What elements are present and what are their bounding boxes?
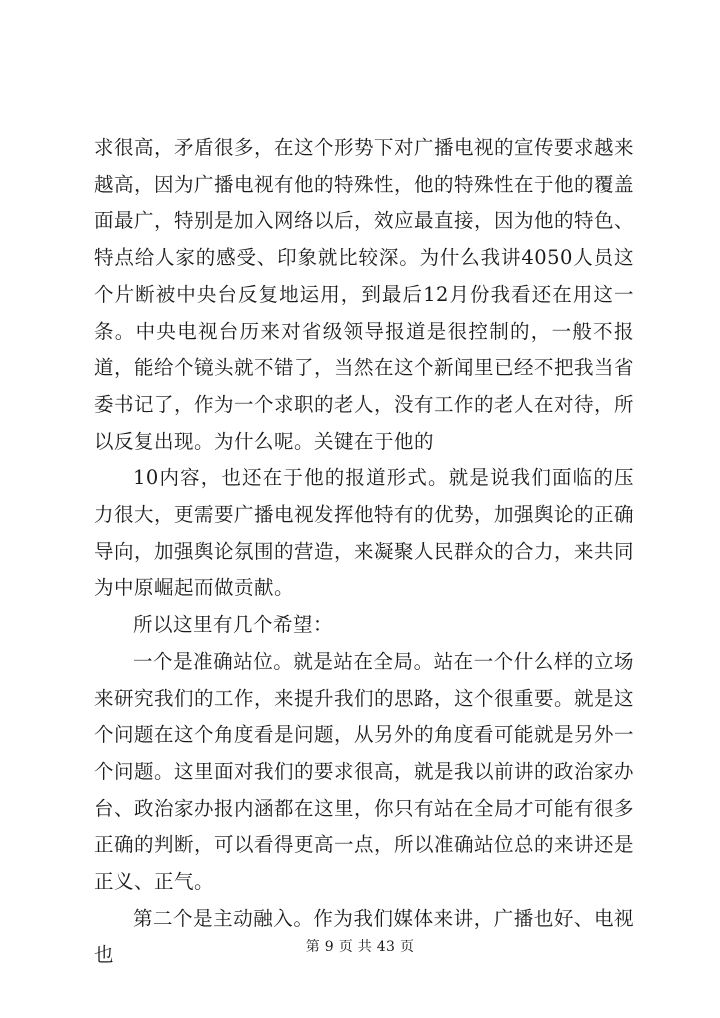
paragraph-2: 10内容，也还在于他的报道形式。就是说我们面临的压力很大，更需要广播电视发挥他特有的优势，加强舆论的正确导向，加强舆论氛围的营造，来凝聚人民群众的合力，来共同为中原崛起而做贡献。: [94, 466, 635, 600]
page-footer: 第 9 页 共 43 页: [305, 939, 415, 955]
paragraph-5: 第二个是主动融入。作为我们媒体来讲，广播也好、电视也: [94, 906, 634, 967]
body-text: [94, 130, 634, 974]
paragraph-1: 求很高，矛盾很多，在这个形势下对广播电视的宣传要求越来越高，因为广播电视有他的特殊性，他的特殊性在于他的覆盖面最广，特别是加入网络以后，效应最直接，因为他的特色、特点给人家的感受、印象就比较深。为什么我讲4050人员这个片断被中央台反复地运用，到最后12月份我看还在用这一条。中央电视台历来对省级领导报道是很控制的，一般不报道，能给个镜头就不错了，当然在这个新闻里已经不把我当省委书记了，作为一个求职的老人，没有工作的老人在对待，所以反复出现。为什么呢。关键在于他的: [94, 136, 635, 453]
paragraph-4: 一个是准确站位。就是站在全局。站在一个什么样的立场来研究我们的工作，来提升我们的思路，这个很重要。就是这个问题在这个角度看是问题，从另外的角度看可能就是另外一个问题。这里面对我们的要求很高，就是我以前讲的政治家办台、政治家办报内涵都在这里，你只有站在全局才可能有很多正确的判断，可以看得更高一点，所以准确站位总的来讲还是正义、正气。: [94, 649, 635, 894]
paragraph-3: 所以这里有几个希望：: [133, 613, 334, 637]
